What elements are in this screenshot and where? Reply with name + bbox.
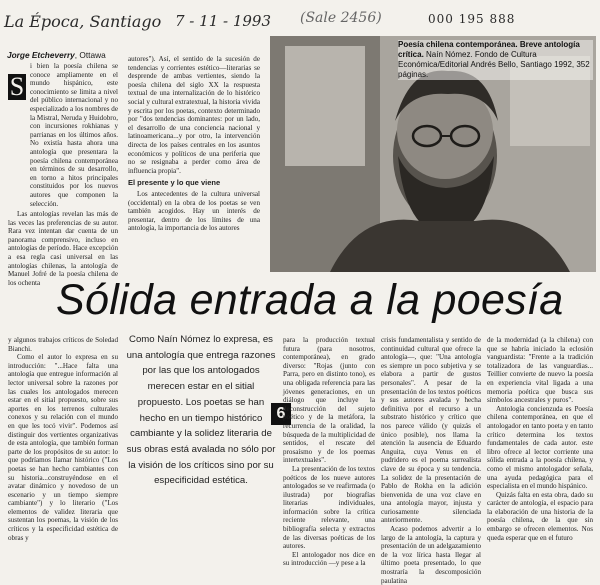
paragraph: y algunos trabajos críticos de Soledad Bianchi. [8,336,118,353]
paragraph: Las antologías revelan las más de las veces las preferencias de su autor. Rara vez intentan dar cuenta de un panorama comprensivo, incluso en antologías de período. Hace excepción a esa regla casi universal en las antologías chilenas, la antología de Manuel Jofré de la poesía chilena de los ochenta [8,210,118,287]
article-column-1-top [8,62,118,287]
article-column-1-bottom [8,336,118,546]
byline [7,50,106,60]
article-column-3 [283,336,375,568]
paragraph: Quizás falta en esta obra, dado su carácter de antología, el espacio para la elaboración de una historia de la poesía chilena, de la que sin embargo se ofrecen elementos. Nos queda esperar que en el futuro [487,490,593,542]
byline-author: Jorge Etcheverry [7,50,75,60]
paragraph: El antologador nos dice en su introducción —y pese a la [283,550,375,568]
paragraph: Acaso podemos advertir a lo largo de la antología, la captura y presentación de un adelgazamiento de la voz lírica hasta llegar al último poeta presentado, lo que mostraría la descomposición paulatina [381,525,481,585]
book-title: Poesía chilena contemporánea. Breve antología crítica. [398,40,580,59]
paragraph: Antología concienzuda es Poesía chilena contemporánea, en que el antologador en tanto poeta y en tanto crítico determina los textos fundamentales de cada autor. este libro ofrece al lector corriente una sólida entrada a la poesía chilena, y como el mismo antologador señala, una ayuda pedagógica para el especialista en el mundo hispánico. [487,404,593,491]
book-reference [398,40,593,80]
paragraph: de la modernidad (a la chilena) con que se habría iniciado la eclosión vanguardista: "Frente a la tradición totalizadora de las vanguardias... Teillier convierte de nuevo la poesía en experiencia vital ligada a una memoria poética que busca sus símbolos ancestrales y puros". [487,336,593,405]
masthead-handwritten: La Época, Santiago [4,12,162,31]
subheading: El presente y lo que viene [128,178,221,188]
paragraph: Como el autor lo expresa en su introducción: "...Hace falta una antología que entregue información al lector universal sobre la razones por las cuales los antologados merecen estar en el sitial propuesto, sobre sus aportes en los terrenos culturales conexos y su relación con el mundo en que les tocó vivir". Podemos así distinguir dos vertientes organizativas de esta antología, que también forman parte de los propósitos de su autor: lo que podríamos llamar histórico ("Los poetas se han hecho cambiantes con su historia...construyéndose en el avatar dinámico y novedoso de un escenario y un tiempo siempre cambiante") y lo literario ("Los elementos de validez literaria que sustentan los poemas, la visión de los críticos y la especificidad estética de obras y [8,353,118,542]
date-handwritten: 7 - 11 - 1993 [175,12,272,30]
drop-cap: S [9,72,25,101]
paragraph: para la producción textual futura (para nosotros, contemporánea), en grado diverso: "Rojas (junto con Parra, pero en distinto tono), es una obligada referencia para las jóvenes generaciones, en un diálogo que incluye la deconstrucción del sujeto poético y de la metáfora, la recurrencia de la oralidad, la búsqueda de la multiplicidad de sentidos, el rescate del prosaísmo y de los poemas intertextuales". [283,336,375,465]
author-photo [270,36,596,272]
byline-location: , Ottawa [74,50,106,60]
page-marker: 6 [271,403,291,425]
book-details: Naín Nómez. Fondo de Cultura Económica/Editorial Andrés Bello, Santiago 1992, 352 páginas. [398,50,590,79]
article-column-4 [381,336,481,585]
article-column-5 [487,336,593,546]
pull-quote: Como Naín Nómez lo expresa, es una antología que entrega razones por las que los antologados merecen estar en el sitial propuesto. Los poetas se han hecho en un tiempo histórico cambiante y la solidez literaria de sus obras está avalada no sólo por la visión de los críticos sino por su especificidad estética. [126,334,276,487]
paragraph: crisis fundamentalista y sentido de continuidad cultural que ofrece la antología—, que: "Una antología es siempre un poco subjetiva y se elabora a partir de gustos personales". A pesar de la presentación de los textos poéticos y sus autores avalada y hecha definitiva por el recurso a un substrato histórico y crítico que nos parece válido (y quizás el único posible), nos llama la atención la ausencia de Eduardo Anguita, cuya Venus en el pudridero es el poema surrealista clave de su época y su tendencia. La solidez de la presentación de Pablo de Rokha en la adición bienvenida de una voz clave en una antología mayor, injusta y curiosamente silenciada anteriormente. [381,336,481,525]
paragraph: Los antecedentes de la cultura universal (occidental) en la obra de los poetas se ven también acogidos. Hay un interés de presentar, dentro de los límites de una antología, la importancia de los autores [128,189,260,233]
headline: Sólida entrada a la poesía [56,276,564,324]
paragraph: La presentación de los textos poéticos de los nueve autores antologados se ve reafirmada (o ilustrada) por biografías literarias individuales, información sobre la crítica reciente relevante, una bibliografía selecta y extractos de las diversas poéticas de los autores. [283,464,375,551]
article-column-2-top [128,55,260,274]
catalog-handwritten: (Sale 2456) [300,10,382,26]
archive-number: 000 195 888 [428,12,516,26]
paragraph: i bien la poesía chilena se conoce ampliamente en el mundo hispánico, este conocimiento se limita a nivel del público internacional y no especializado a los nombres de la Mistral, Neruda y Huidobro, con incursiones rokhianas y parrianas en los últimos años. No existía hasta ahora una antología que presentara la poesía chilena contemporánea en términos de su desarrollo, en torno a hitos principales constituidos por los nuevos autores que componen la selección. [30,62,118,208]
paragraph: autores"). Así, el sentido de la sucesión de tendencias y corrientes estético—literarias se desprende de ambas vertientes, siendo la poesía chilena del siglo XX la respuesta textual de una internalización de lo histórico social y cultural extratextual, la historia vivida y escrita por los poetas, contexto determinado por "dos tendencias dominantes: por un lado, el desarrollo de una conciencia nacional y latinoamericana...y por otro, la intervención directa de los países centrales en los asuntos económicos y políticos de una periferia que no se resignaba a perder como área de influencia propia". [128,55,260,175]
